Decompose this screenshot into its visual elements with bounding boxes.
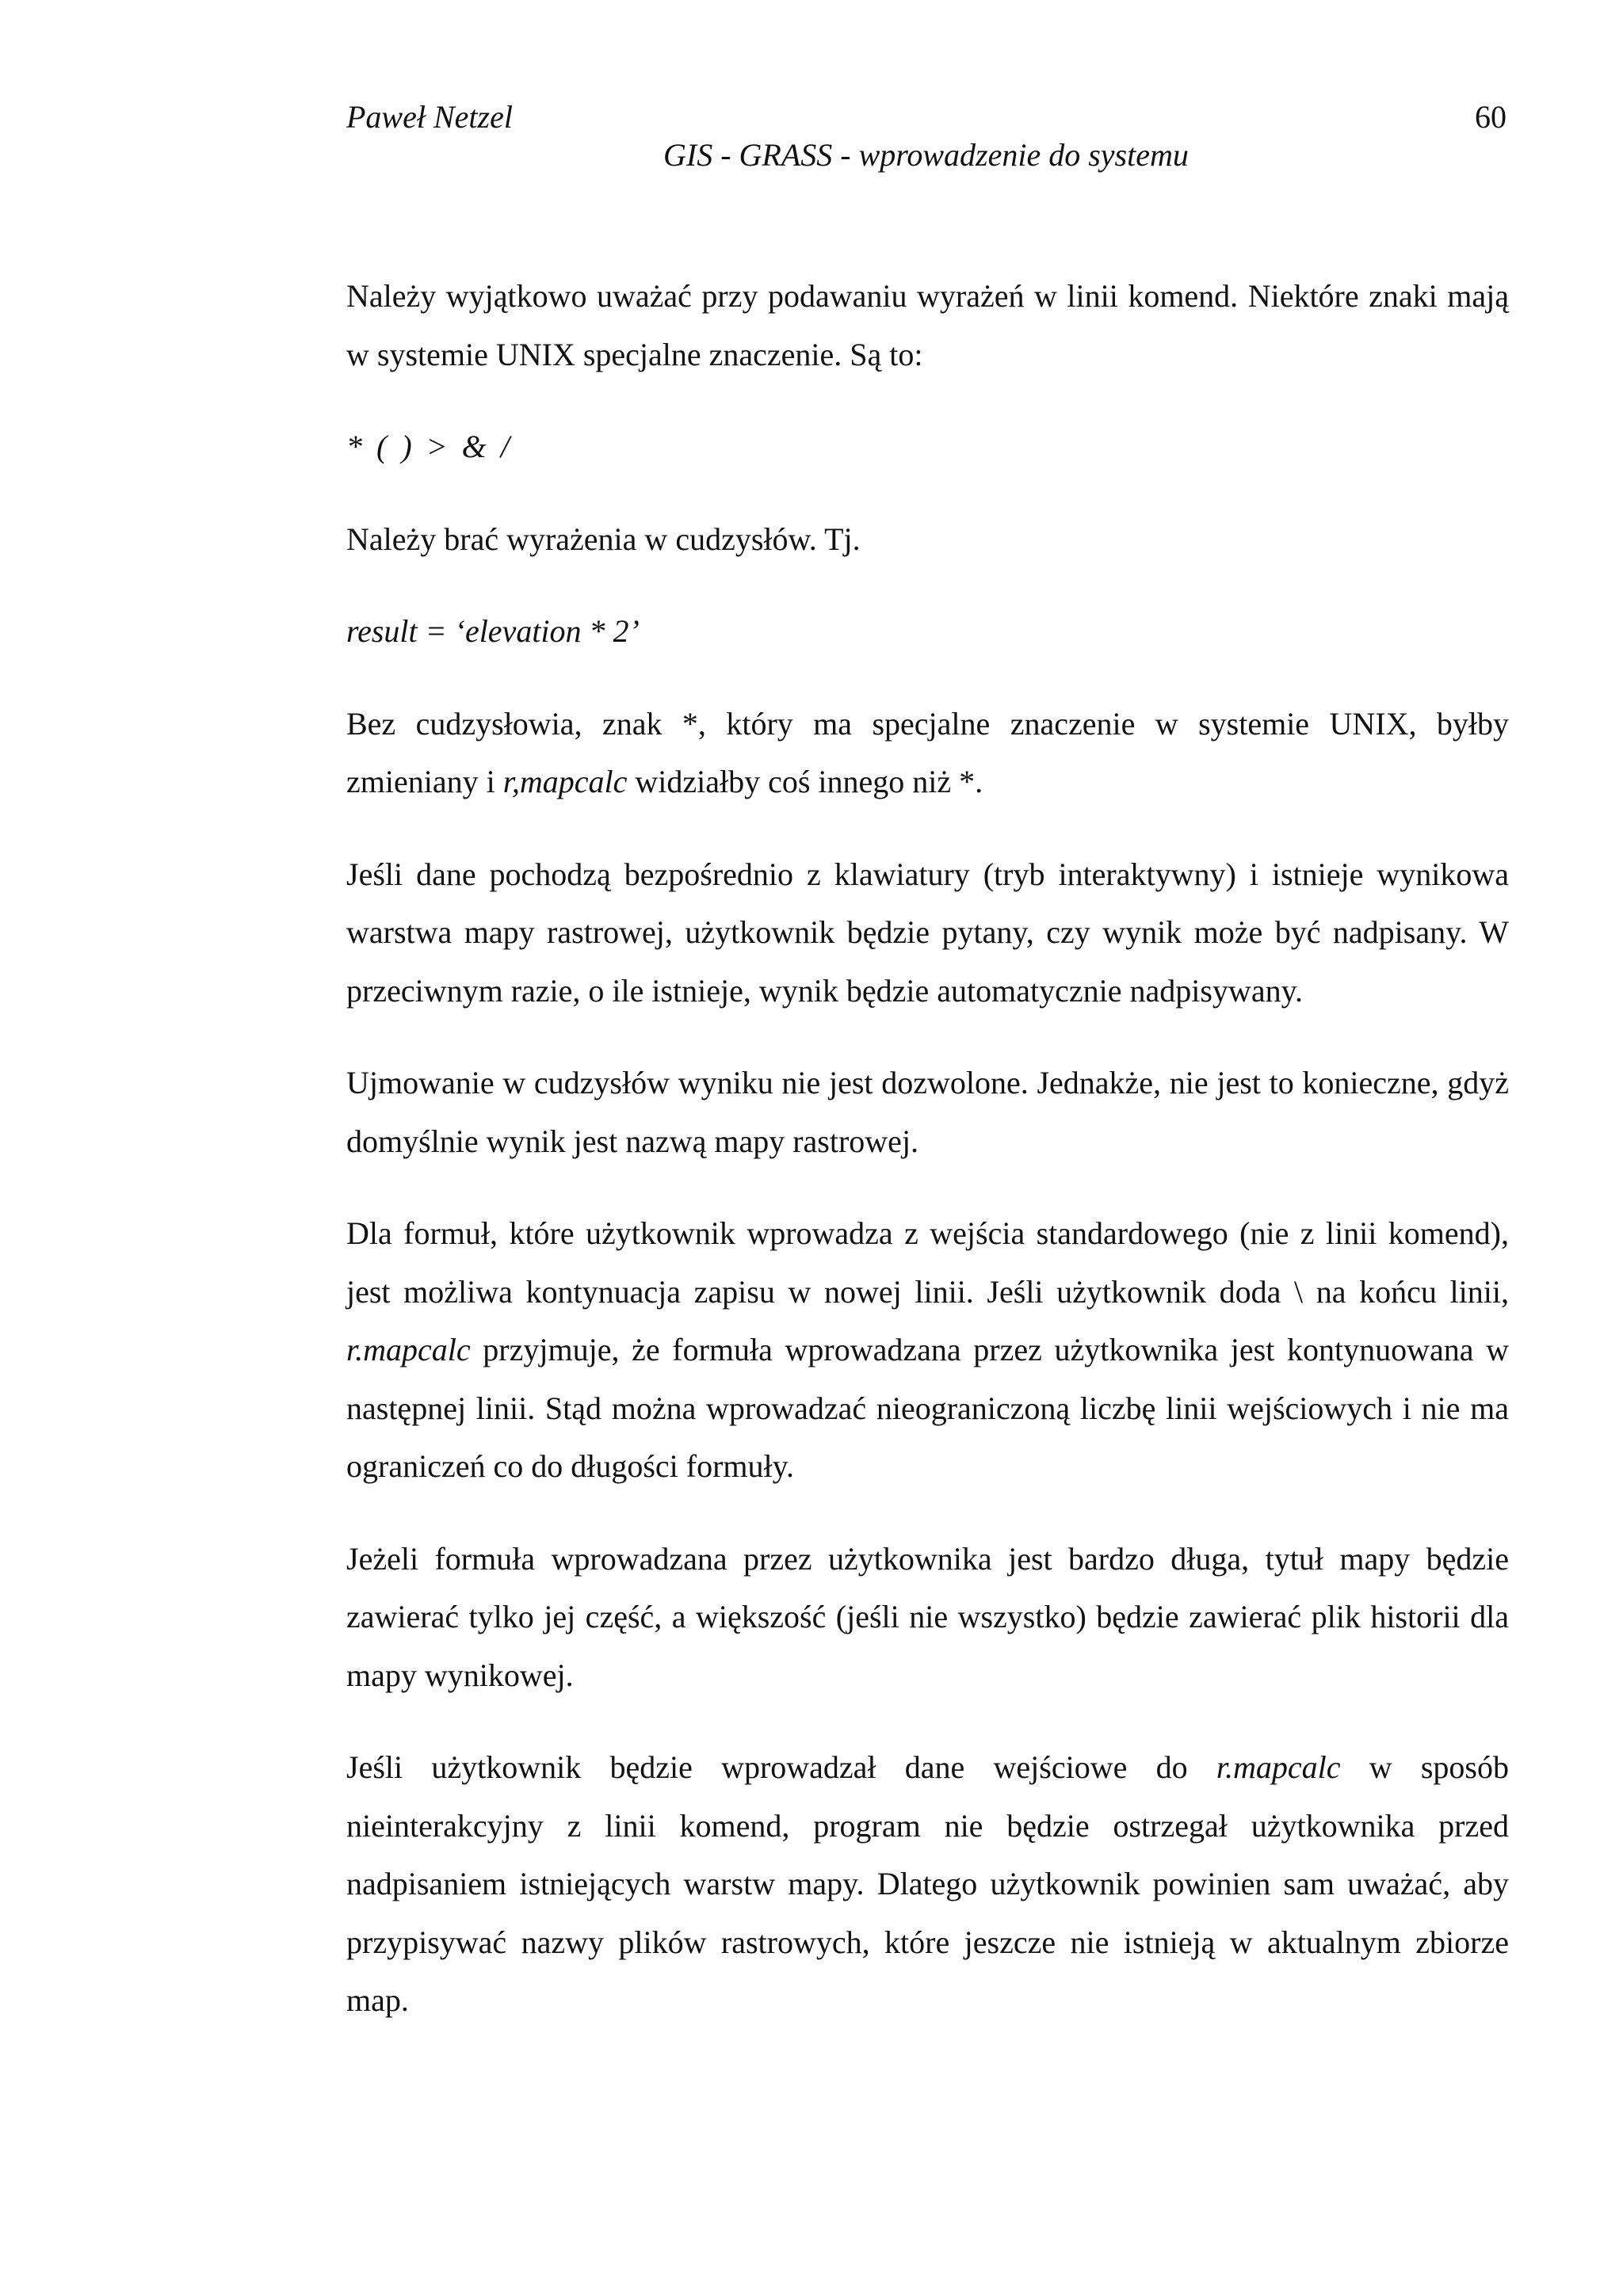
text-segment: w sposób nieinterakcyjny z linii komend, program nie będzie ostrzegał użytkownika przed nadpisaniem istniejących warstw mapy. Dlatego użytkownik powinien sam uważać, aby przypisywać nazwy plików rastrowych, które jeszcze nie istnieją w aktualnym zbiorze map. [346,1749,1509,2018]
header-title: GIS - GRASS - wprowadzenie do systemu [663,137,1189,173]
paragraph-interactive-mode: Jeśli dane pochodzą bezpośrednio z klawiatury (tryb interaktywny) i istnieje wynikowa warstwa mapy rastrowej, użytkownik będzie pytany, czy wynik może być nadpisany. W przeciwnym razie, o ile istnieje, wynik będzie automatycznie nadpisywany. [346,856,1509,1009]
text-segment: Jeśli użytkownik będzie wprowadzał dane wejściowe do [346,1749,1216,1785]
page-number: 60 [1475,99,1507,135]
paragraph-multiline-formula [346,1204,1509,1496]
document-body [346,267,1509,2030]
paragraph-special-chars-list: * ( ) > & / [346,429,513,464]
paragraph-quote-instruction: Należy brać wyrażenia w cudzysłów. Tj. [346,521,861,557]
paragraph-noninteractive-warning [346,1738,1509,2030]
text-segment: widziałby coś innego niż *. [627,764,983,799]
command-name: r,mapcalc [502,764,628,799]
text-segment: Bez cudzysłowia, znak *, który ma specjalne znaczenie w systemie UNIX, byłby zmieniany i [346,705,1509,799]
command-name: r.mapcalc [346,1332,471,1367]
text-segment: przyjmuje, że formuła wprowadzana przez użytkownika jest kontynuowana w następnej linii. Stąd można wprowadzać nieograniczoną liczbę linii wejściowych i nie ma ograniczeń co do długości formuły. [346,1332,1509,1484]
header-author: Paweł Netzel [346,99,513,135]
paragraph-long-formula: Jeżeli formuła wprowadzana przez użytkownika jest bardzo długa, tytuł mapy będzie zawierać tylko jej część, a większość (jeśli nie wszystko) będzie zawierać plik historii dla mapy wynikowej. [346,1540,1509,1693]
paragraph-quoting-result: Ujmowanie w cudzysłów wyniku nie jest dozwolone. Jednakże, nie jest to konieczne, gdyż domyślnie wynik jest nazwą mapy rastrowej. [346,1065,1509,1159]
paragraph-special-chars-intro: Należy wyjątkowo uważać przy podawaniu wyrażeń w linii komend. Niektóre znaki mają w systemie UNIX specjalne znaczenie. Są to: [346,278,1509,372]
paragraph-without-quotes [346,695,1509,811]
text-segment: Dla formuł, które użytkownik wprowadza z wejścia standardowego (nie z linii komend), jest możliwa kontynuacja zapisu w nowej linii. Jeśli użytkownik doda \ na końcu linii, [346,1215,1509,1310]
paragraph-example-expression: result = ‘elevation * 2’ [346,613,640,649]
command-name: r.mapcalc [1216,1749,1341,1785]
